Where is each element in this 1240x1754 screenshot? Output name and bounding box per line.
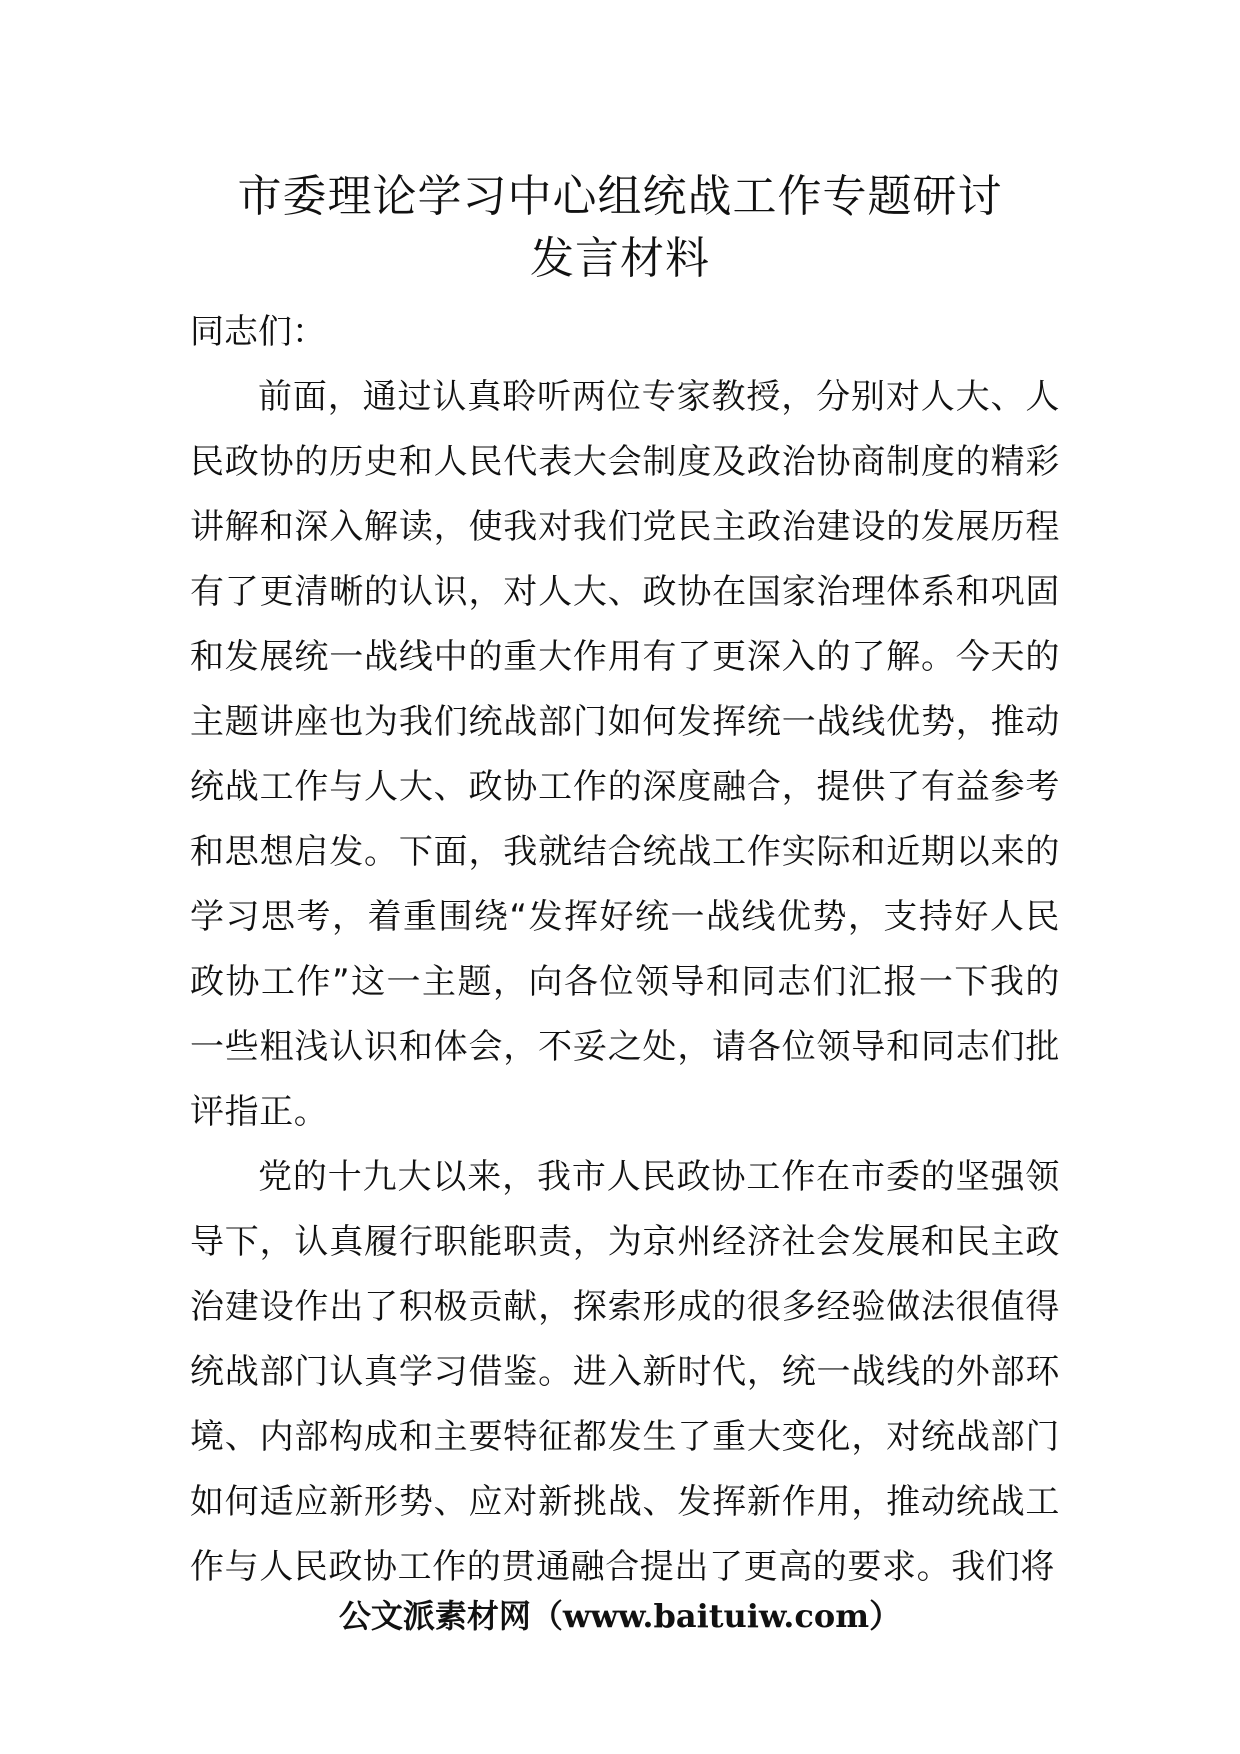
salutation: 同志们：: [190, 312, 326, 352]
footer-watermark: 公文派素材网（www.baituiw.com）: [338, 1597, 902, 1635]
document-body: [190, 300, 1060, 1600]
title-line-1: 市委理论学习中心组统战工作专题研讨: [237, 171, 1003, 222]
paragraph-2: 党的十九大以来，我市人民政协工作在市委的坚强领导下，认真履行职能职责，为京州经济社会发展和民主政治建设作出了积极贡献，探索形成的很多经验做法很值得统战部门认真学习借鉴。进入新时代，统一战线的外部环境、内部构成和主要特征都发生了重大变化，对统战部门如何适应新形势、应对新挑战、发挥新作用，推动统战工作与人民政协工作的贯通融合提出了更高的要求。我们将: [190, 1157, 1060, 1587]
paragraph-1: 前面，通过认真聆听两位专家教授，分别对人大、人民政协的历史和人民代表大会制度及政治协商制度的精彩讲解和深入解读，使我对我们党民主政治建设的发展历程有了更清晰的认识，对人大、政协在国家治理体系和巩固和发展统一战线中的重大作用有了更深入的了解。今天的主题讲座也为我们统战部门如何发挥统一战线优势，推动统战工作与人大、政协工作的深度融合，提供了有益参考和思想启发。下面，我就结合统战工作实际和近期以来的学习思考，着重围绕“发挥好统一战线优势，支持好人民政协工作”这一主题，向各位领导和同志们汇报一下我的一些粗浅认识和体会，不妥之处，请各位领导和同志们批评指正。: [190, 377, 1060, 1132]
title-line-2: 发言材料: [530, 233, 710, 284]
document-title: [0, 166, 1240, 290]
